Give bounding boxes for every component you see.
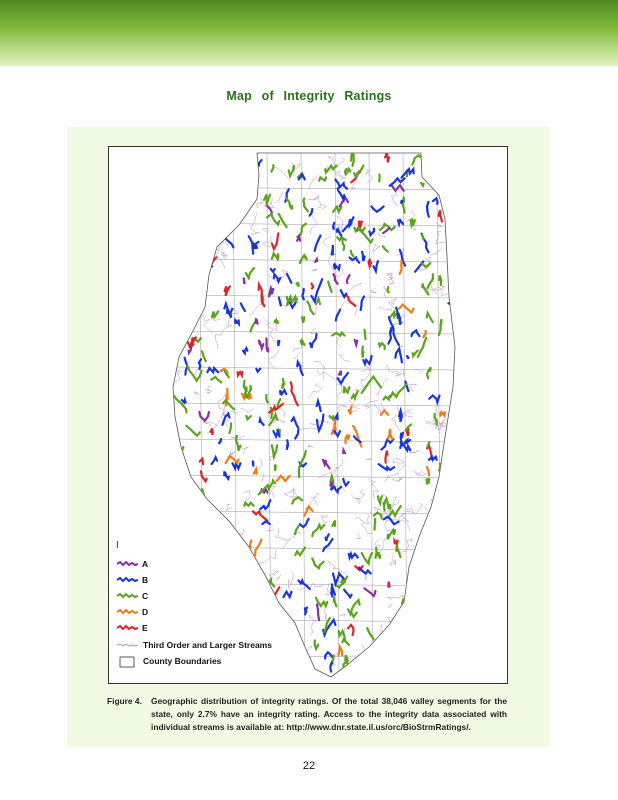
rated-stream-segment: [402, 600, 409, 604]
state-outline: [173, 153, 455, 677]
rated-stream-segment: [182, 400, 186, 402]
legend-line-d: [116, 607, 138, 617]
rated-stream-segment: [235, 320, 239, 324]
rated-stream-segment: [244, 278, 245, 284]
rated-stream-segment: [332, 245, 333, 254]
legend-label-c: C: [142, 591, 149, 601]
rated-stream-segment: [375, 519, 376, 530]
map-graphic: [109, 147, 508, 684]
figure-label: Figure 4.: [107, 696, 142, 706]
rated-stream-segment: [395, 541, 398, 544]
legend-label-a: A: [142, 559, 149, 569]
legend-line-a: [116, 559, 138, 569]
legend-label-streams: Third Order and Larger Streams: [143, 640, 272, 650]
rated-stream-segment: [275, 320, 278, 323]
rated-stream-segment: [287, 440, 288, 450]
rated-stream-segment: [365, 330, 366, 339]
rated-stream-segment: [421, 183, 424, 186]
rated-stream-segment: [287, 301, 288, 305]
rated-stream-segment: [343, 450, 345, 453]
rated-stream-segment: [369, 259, 372, 267]
rated-stream-segment: [441, 412, 445, 416]
rated-stream-segment: [422, 235, 424, 240]
rated-stream-segment: [275, 465, 276, 470]
rated-stream-segment: [224, 471, 226, 475]
rated-stream-segment: [332, 333, 344, 336]
rated-stream-segment: [388, 582, 389, 587]
legend-label-d: D: [142, 607, 149, 617]
page-number: 22: [302, 760, 316, 772]
figure-caption-text: Geographic distribution of integrity ratings. Of the total 38,046 valley segments for the state, only 2.7% have an integrity rating. Access to the integrity data associated with individual streams is available at: http://www.dnr.state.il.us/orc/BioStrmRatings/.: [151, 696, 507, 732]
legend-line-c: [116, 591, 138, 601]
rated-stream-segment: [278, 341, 279, 346]
rated-stream-segment: [375, 548, 376, 558]
rated-stream-segment: [355, 340, 358, 345]
rated-stream-segment: [266, 395, 267, 402]
rated-stream-segment: [271, 408, 272, 418]
rated-stream-segment: [349, 554, 358, 558]
rated-stream-segment: [333, 223, 334, 230]
rated-stream-segment: [301, 341, 305, 345]
rated-stream-segment: [387, 287, 389, 293]
rated-stream-segment: [302, 289, 303, 300]
legend-label-b: B: [142, 575, 149, 585]
legend-line-e: [116, 623, 138, 633]
rated-stream-segment: [401, 201, 403, 204]
rated-stream-segment: [427, 479, 429, 484]
rated-stream-segment: [429, 457, 437, 460]
rated-stream-segment: [203, 253, 212, 267]
rated-stream-segment: [302, 317, 304, 322]
rated-stream-segment: [330, 482, 331, 489]
rated-stream-segment: [407, 355, 409, 358]
rated-stream-segment: [362, 347, 363, 358]
legend-label-county: County Boundaries: [143, 656, 222, 666]
legend-line-streams: [116, 640, 140, 650]
legend-label-e: E: [142, 623, 148, 633]
rated-stream-segment: [319, 177, 326, 180]
rated-stream-segment: [331, 589, 333, 597]
legend-marker: I: [116, 540, 119, 551]
rated-stream-segment: [315, 259, 317, 262]
rated-stream-segment: [253, 461, 254, 466]
header-band: [0, 0, 618, 66]
rated-stream-segment: [250, 540, 251, 549]
legend-line-b: [116, 575, 138, 585]
rated-stream-segment: [256, 319, 258, 324]
illinois-map: [108, 146, 508, 684]
page-title: Map of Integrity Ratings: [226, 89, 392, 103]
rated-stream-segment: [344, 389, 345, 392]
rated-stream-segment: [252, 243, 254, 254]
rated-stream-segment: [280, 390, 286, 394]
rated-stream-segment: [282, 379, 284, 389]
legend-county-box: [116, 656, 140, 668]
rated-stream-segment: [349, 220, 351, 226]
rated-stream-segment: [399, 411, 402, 422]
